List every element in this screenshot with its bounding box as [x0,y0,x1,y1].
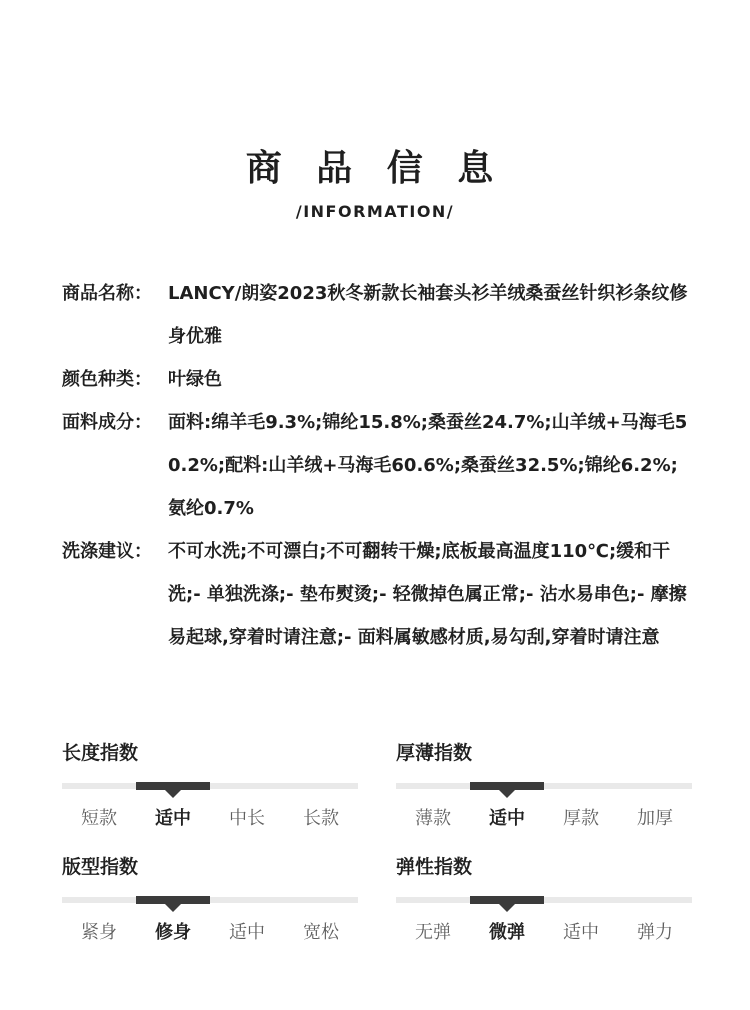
option-label-selected: 适中 [155,808,191,829]
option-label: 薄款 [415,808,451,829]
page-header [0,0,750,223]
fit-index-title: 版型指数 [62,856,139,878]
page-title: 商 品 信 息 [245,148,505,189]
option-label: 加厚 [637,808,673,829]
fit-options [62,920,358,945]
option-label: 宽松 [303,922,339,943]
option-label: 弹力 [637,922,673,943]
slider-pointer-icon [499,904,515,912]
thickness-index-title: 厚薄指数 [396,742,473,764]
slider-active-segment [136,782,210,790]
slider-active-segment [470,782,544,790]
color-value: 叶绿色 [168,369,222,390]
detail-row-product-name [62,272,692,358]
option-label: 短款 [81,808,117,829]
option-label-selected: 微弹 [489,922,525,943]
option-label: 紧身 [81,922,117,943]
elasticity-index-title: 弹性指数 [396,856,473,878]
option-label: 厚款 [563,808,599,829]
product-name-label: 商品名称： [62,283,152,304]
slider-track [396,897,692,903]
slider-pointer-icon [165,904,181,912]
fit-slider [62,896,358,904]
product-name-value: LANCY/朗姿2023秋冬新款长袖套头衫羊绒桑蚕丝针织衫条纹修身优雅 [168,283,688,347]
thickness-slider [396,782,692,790]
option-label-selected: 修身 [155,922,191,943]
slider-track [62,897,358,903]
color-label: 颜色种类： [62,369,152,390]
slider-active-segment [136,896,210,904]
option-label-selected: 适中 [489,808,525,829]
washing-value: 不可水洗;不可漂白;不可翻转干燥;底板最高温度110℃;缓和干洗;- 单独洗涤;- 垫布熨烫;- 轻微掉色属正常;- 沾水易串色;- 摩擦易起球,穿着时请注意;- 面料属敏感材质,易勾刮,穿着时请注意 [168,541,687,648]
washing-label: 洗涤建议： [62,541,152,562]
detail-row-color [62,358,692,401]
index-block-thickness [396,740,692,831]
detail-row-washing [62,530,692,659]
option-label: 中长 [229,808,265,829]
length-options [62,806,358,831]
option-label: 无弹 [415,922,451,943]
elasticity-options [396,920,692,945]
slider-track [62,783,358,789]
index-block-fit [62,854,358,945]
index-grid [62,740,692,945]
fabric-value: 面料:绵羊毛9.3%;锦纶15.8%;桑蚕丝24.7%;山羊绒+马海毛50.2%;配料:山羊绒+马海毛60.6%;桑蚕丝32.5%;锦纶6.2%;氨纶0.7% [168,412,688,519]
option-label: 适中 [229,922,265,943]
length-index-title: 长度指数 [62,742,139,764]
option-label: 适中 [563,922,599,943]
option-label: 长款 [303,808,339,829]
fabric-label: 面料成分： [62,412,152,433]
slider-pointer-icon [499,790,515,798]
slider-pointer-icon [165,790,181,798]
elasticity-slider [396,896,692,904]
product-details [62,272,692,659]
slider-track [396,783,692,789]
index-block-elasticity [396,854,692,945]
detail-row-fabric [62,401,692,530]
slider-active-segment [470,896,544,904]
page-subtitle: /INFORMATION/ [295,202,455,221]
length-slider [62,782,358,790]
thickness-options [396,806,692,831]
index-block-length [62,740,358,831]
